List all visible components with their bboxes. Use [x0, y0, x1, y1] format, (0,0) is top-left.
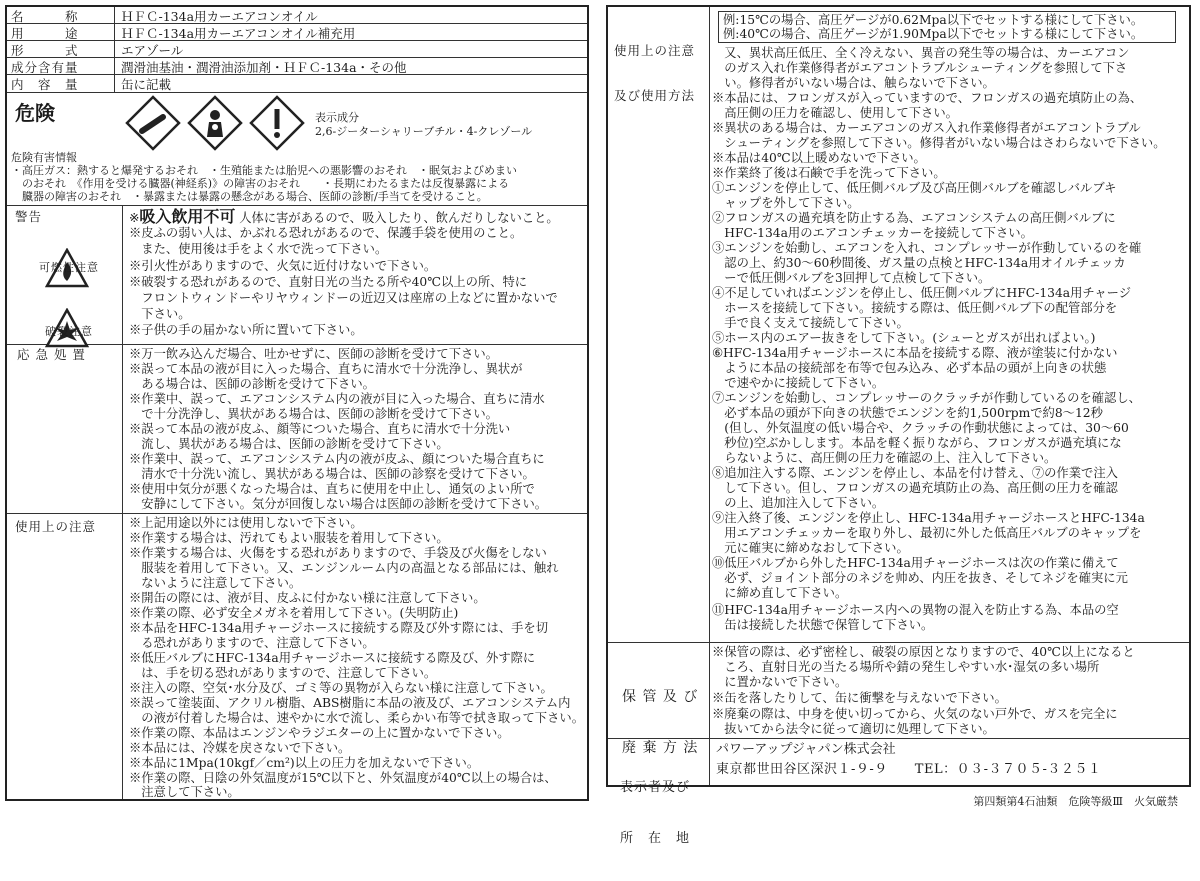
- spec-value: 潤滑油基油・潤滑油添加剤・ＨＦＣ-134a・その他: [121, 60, 407, 74]
- usage-left-label: 使用上の注意: [7, 514, 123, 799]
- usage-right-line: ⑧追加注入する際、エンジンを停止し、本品を付け替え、⑦の作業で注入: [712, 466, 1118, 480]
- usage-right-line: ④不足していればエンジンを停止し、低圧側バルブにHFC-134a用チャージ: [712, 286, 1132, 300]
- usage-right-line: ⑪HFC-134a用チャージホース内への異物の混入を防止する為、本品の空: [712, 603, 1119, 617]
- spec-value: ＨＦＣ-134a用カーエアコンオイル補充用: [121, 26, 356, 40]
- warning-big-text: 吸入飲用不可: [139, 207, 236, 226]
- usage-left-line: 注意して下さい。: [129, 785, 240, 799]
- spec-row-ingredients: [7, 58, 587, 75]
- usage-right-line: 元に確実に締めなおして下さい。: [712, 541, 909, 555]
- usage-right-line: ⑤ホース内のエアー抜きをして下さい。(シューとガスが出ればよい。): [712, 331, 1096, 345]
- first-aid-line: ※誤って本品の液が目に入った場合、直ちに清水で十分洗浄し、異状が: [129, 362, 523, 376]
- usage-left-line: 服装を着用して下さい。又、エンジンルーム内の高温となる部品には、触れ: [129, 561, 559, 575]
- first-aid-line: ある場合は、医師の診断を受けて下さい。: [129, 377, 375, 391]
- storage-line: ※保管の際は、必ず密栓し、破裂の原因となりますので、40℃以上になると: [712, 645, 1135, 659]
- usage-right-label-2: 及び使用方法: [614, 88, 696, 103]
- warning-line: ※皮ふの弱い人は、かぶれる恐れがあるので、保護手袋を使用のこと。: [129, 226, 523, 240]
- first-aid-line: ※作業中、誤って、エアコンシステム内の液が目に入った場合、直ちに清水: [129, 392, 545, 406]
- usage-right-line: の上、追加注入して下さい。: [712, 496, 885, 510]
- warning-line: また、使用後は手をよく水で洗って下さい。: [129, 242, 388, 256]
- spec-row-name: [7, 7, 587, 24]
- usage-left-line: ※作業の際、必ず安全メガネを着用して下さい。(失明防止): [129, 606, 459, 620]
- warning-label: [7, 206, 123, 344]
- usage-right-line: 手で良く支えて接続して下さい。: [712, 316, 909, 330]
- spec-label: 形 式: [7, 41, 115, 57]
- usage-right-line: 用エアコンチェッカーを取り外し、最初に外した低高圧バルブのキャップを: [712, 526, 1142, 540]
- usage-left-line: ※本品に1Mpa(10kgf／cm²)以上の圧力を加えないで下さい。: [129, 756, 480, 770]
- distributor-label-2: 所 在 地: [620, 831, 691, 846]
- spec-label: 内 容 量: [7, 75, 115, 92]
- warning-head-rest: 人体に害があるので、吸入したり、飲んだりしないこと。: [235, 211, 559, 225]
- ghs-pictograms: [125, 95, 310, 151]
- usage-right-line: ように本品の接続部を布等で包み込み、必ず本品の頭が上向きの状態: [712, 361, 1107, 375]
- usage-left-line: ※上記用途以外には使用しないで下さい。: [129, 516, 363, 530]
- usage-right-line: (但し、外気温度の低い場合や、クラッチの作動状態によっては、30～60: [712, 421, 1129, 435]
- first-aid-line: ※使用中気分が悪くなった場合は、直ちに使用を中止し、通気のよい所で: [129, 482, 535, 496]
- health-hazard-icon: [189, 97, 241, 149]
- usage-right-line: ③エンジンを始動し、エアコンを入れ、コンプレッサーが作動しているのを確: [712, 241, 1142, 255]
- company-name: パワーアップジャパン株式会社: [716, 742, 896, 757]
- first-aid-label: 応 急 処 置: [7, 345, 123, 513]
- hazard-section: [7, 93, 587, 206]
- usage-left-line: ※低圧バルブにHFC-134a用チャージホースに接続する際及び、外す際に: [129, 651, 536, 665]
- usage-right-label-1: 使用上の注意: [614, 43, 696, 58]
- spec-label: 成分含有量: [7, 58, 115, 74]
- storage-label-1: 保 管 及 び: [622, 689, 699, 705]
- storage-line: 抜いてから法令に従って適切に処理して下さい。: [712, 722, 995, 736]
- usage-right-line: ャップを外して下さい。: [712, 196, 860, 210]
- first-aid-line: 安静にして下さい。気分が回復しない場合は医師の診断を受けて下さい。: [129, 497, 548, 511]
- usage-right-line: ※本品は40℃以上暖めないで下さい。: [712, 151, 926, 165]
- usage-left-line: ※誤って塗装面、アクリル樹脂、ABS樹脂に本品の液及び、エアコンシステム内: [129, 696, 571, 710]
- usage-left-line: ※作業する場合は、汚れてもよい服装を着用して下さい。: [129, 531, 449, 545]
- storage-line: ※缶を落したりして、缶に衝撃を与えないで下さい。: [712, 691, 1007, 705]
- storage-line: に置かないで下さい。: [712, 675, 848, 689]
- usage-right-line: 秒位)空ぶかしします。本品を軽く振りながら、フロンガスが過充填にな: [712, 436, 1122, 450]
- usage-right-line: ②フロンガスの過充填を防止する為、エアコンシステムの高圧側バルブに: [712, 211, 1116, 225]
- usage-left-line: ※作業の際、日陰の外気温度が15℃以下と、外気温度が40℃以上の場合は、: [129, 771, 557, 785]
- spec-row-content: [7, 75, 587, 93]
- display-ingredient: 2,6-ジーターシャリーブチル・4-クレゾール: [315, 125, 533, 138]
- usage-right-line: ⑩低圧バルブから外したHFC-134a用チャージホースは次の作業に備えて: [712, 556, 1119, 570]
- warning-title: 警告: [15, 209, 43, 224]
- usage-left-line: ※作業する場合は、火傷をする恐れがありますので、手袋及び火傷をしない: [129, 546, 547, 560]
- usage-right-line: 必ず本品の頭が下向きの状態でエンジンを約1,500rpmで約8～12秒: [712, 406, 1103, 420]
- storage-label: [608, 643, 710, 756]
- storage-line: ※廃棄の際は、中身を使い切ってから、火気のない戸外で、ガスを完全に: [712, 707, 1118, 721]
- display-label: 表示成分: [315, 111, 359, 124]
- usage-right-line: ⑥HFC-134a用チャージホースに本品を接続する際、液が塗装に付かない: [712, 346, 1118, 360]
- distributor-label-1: 表示者及び: [620, 780, 691, 795]
- usage-right-line: HFC-134a用のエアコンチェッカーを接続して下さい。: [712, 226, 1033, 240]
- usage-right-line: シューティングを参照して下さい。修得者がいない場合はさわらないで下さい。: [712, 136, 1166, 150]
- warning-line: フロントウィンドーやリヤウィンドーの近辺又は座席の上などに置かないで: [129, 291, 558, 305]
- usage-left-line: ※作業の際、本品はエンジンやラジエターの上に置かないで下さい。: [129, 726, 510, 740]
- flammable-caption: 可燃性注意: [39, 261, 99, 274]
- usage-right-label: [608, 7, 710, 642]
- usage-right-line: い。修得者がいない場合は、触らないで下さい。: [712, 76, 995, 90]
- usage-right-line: 又、異状高圧低圧、全く冷えない、異音の発生等の場合は、カーエアコン: [712, 46, 1130, 60]
- first-aid-line: ※作業中、誤って、エアコンシステム内の液が皮ふ、顔についた場合直ちに: [129, 452, 545, 466]
- usage-left-section: [7, 514, 587, 799]
- usage-left-line: る恐れがありますので、注意して下さい。: [129, 636, 375, 650]
- usage-left-line: ※本品をHFC-134a用チャージホースに接続する際及び外す際には、手を切: [129, 621, 549, 635]
- warning-section: [7, 206, 587, 345]
- warning-line: 下さい。: [129, 307, 191, 321]
- usage-right-line: して下さい。但し、フロンガスの過充填防止の為、高圧側の圧力を確認: [712, 481, 1118, 495]
- distributor-label: [608, 739, 710, 846]
- usage-right-line: のガス入れ作業修得者がエアコントラブルシューティングを参照して下さ: [712, 61, 1128, 75]
- warning-line: ※引火性がありますので、火気に近付けないで下さい。: [129, 259, 437, 273]
- warning-line: ※子供の手の届かない所に置いて下さい。: [129, 323, 363, 337]
- usage-right-line: ホースを接続して下さい。接続する際は、低圧側バルブ下の配管部分を: [712, 301, 1118, 315]
- usage-right-line: ※異状のある場合は、カーエアコンのガス入れ作業修得者がエアコントラブル: [712, 121, 1141, 135]
- first-aid-line: で十分洗浄し、異状がある場合は、医師の診断を受けて下さい。: [129, 407, 498, 421]
- usage-right-line: ⑨注入終了後、エンジンを停止し、HFC-134a用チャージホースとHFC-134a: [712, 511, 1145, 525]
- first-aid-line: 流し、異状がある場合は、医師の診断を受けて下さい。: [129, 437, 449, 451]
- usage-right-line: ※作業終了後は石鹸で手を洗って下さい。: [712, 166, 946, 180]
- burst-caption: 破裂注意: [45, 325, 93, 338]
- spec-value: エアゾール: [121, 43, 184, 57]
- gas-cylinder-icon: [127, 97, 179, 149]
- spec-label: 用 途: [7, 24, 115, 40]
- spec-value: 缶に記載: [121, 77, 172, 92]
- usage-left-line: ※開缶の際には、液が目、皮ふに付かない様に注意して下さい。: [129, 591, 486, 605]
- usage-left-line: は、手を切る恐れがありますので、注意して下さい。: [129, 666, 437, 680]
- usage-right-line: ⑦エンジンを始動し、コンプレッサーのクラッチが作動しているのを確認し、: [712, 391, 1141, 405]
- hazard-info-line: ・高圧ガス：熱すると爆発するおそれ ・生殖能または胎児への悪影響のおそれ ・眠気およびめまい: [11, 164, 517, 177]
- example-line: 例:15℃の場合、高圧ゲージが0.62Mpa以下でセットする様にして下さい。: [723, 13, 1144, 27]
- hazard-title: 危険: [15, 101, 55, 125]
- spec-row-form: [7, 41, 587, 58]
- storage-line: ころ、直射日光の当たる場所や錆の発生しやすい水･湿気の多い場所: [712, 660, 1100, 674]
- first-aid-section: [7, 345, 587, 514]
- warning-mark: ※: [129, 211, 140, 225]
- usage-right-line: で速やかに接続して下さい。: [712, 376, 885, 390]
- usage-left-line: ※注入の際、空気･水分及び、ゴミ等の異物が入らない様に注意して下さい。: [129, 681, 553, 695]
- warning-headline: [129, 208, 559, 227]
- example-line: 例:40℃の場合、高圧ゲージが1.90Mpa以下でセットする様にして下さい。: [723, 27, 1144, 41]
- usage-right-line: ーで低圧側バルブを3回押して点検して下さい。: [712, 271, 991, 285]
- usage-right-line: に締め直して下さい。: [712, 586, 848, 600]
- usage-left-line: ※本品には、冷媒を戻さないで下さい。: [129, 741, 351, 755]
- usage-right-line: 必ず、ジョイント部分のネジを帅め、内圧を抜き、そしてネジを確実に元: [712, 571, 1128, 585]
- left-panel: [5, 5, 589, 801]
- warning-line: ※破裂する恐れがあるので、直射日光の当たる所や40℃以上の所、特に: [129, 275, 528, 289]
- spec-value: ＨＦＣ-134a用カーエアコンオイル: [121, 9, 318, 23]
- usage-right-line: 認の上、約30～60秒間後、ガス量の点検とHFC-134a用オイルチェッカ: [712, 256, 1126, 270]
- example-box: [718, 11, 1176, 43]
- hazard-info-line: のおそれ 《作用を受ける臓器(神経系)》の障害のおそれ ・長期にわたるまたは反復暴露による: [11, 177, 510, 190]
- first-aid-line: ※誤って本品の液が皮ふ、顔等についた場合、直ちに清水で十分洗い: [129, 422, 511, 436]
- spec-row-use: [7, 24, 587, 41]
- exclamation-icon: [251, 97, 303, 149]
- first-aid-line: 清水で十分洗い流し、異状がある場合は、医師の診察を受けて下さい。: [129, 467, 535, 481]
- usage-right-line: 缶は接続した状態で保管して下さい。: [712, 618, 934, 632]
- footer-note: 第四類第4石油類 危険等級Ⅲ 火気厳禁: [973, 795, 1178, 808]
- usage-right-line: ①エンジンを停止して、低圧側バルブ及び高圧側バルブを確認しバルブキ: [712, 181, 1117, 195]
- usage-right-section: [608, 7, 1189, 643]
- usage-right-line: らないように、高圧側の圧力を確認の上、注入して下さい。: [712, 451, 1057, 465]
- usage-left-line: ないように注意して下さい。: [129, 576, 302, 590]
- storage-label-2: 廃 棄 方 法: [622, 740, 699, 756]
- usage-right-line: 高圧側の圧力を確認し、使用して下さい。: [712, 106, 958, 120]
- hazard-info-line: 臓器の障害のおそれ ・暴露または暴露の懸念がある場合、医師の診断/手当てを受けること。: [11, 190, 488, 203]
- hazard-info-title: 危険有害情報: [11, 151, 77, 164]
- spec-label: 名 称: [7, 7, 115, 23]
- usage-left-line: の液が付着した場合は、速やかに水で流し、柔らかい布等で拭き取って下さい。: [129, 711, 584, 725]
- usage-right-line: ※本品には、フロンガスが入っていますので、フロンガスの過充填防止の為、: [712, 91, 1143, 105]
- company-address: 東京都世田谷区深沢１-９-９ TEL：０３-３７０５-３２５１: [716, 762, 1102, 777]
- first-aid-line: ※万一飲み込んだ場合、吐かせずに、医師の診断を受けて下さい。: [129, 347, 498, 361]
